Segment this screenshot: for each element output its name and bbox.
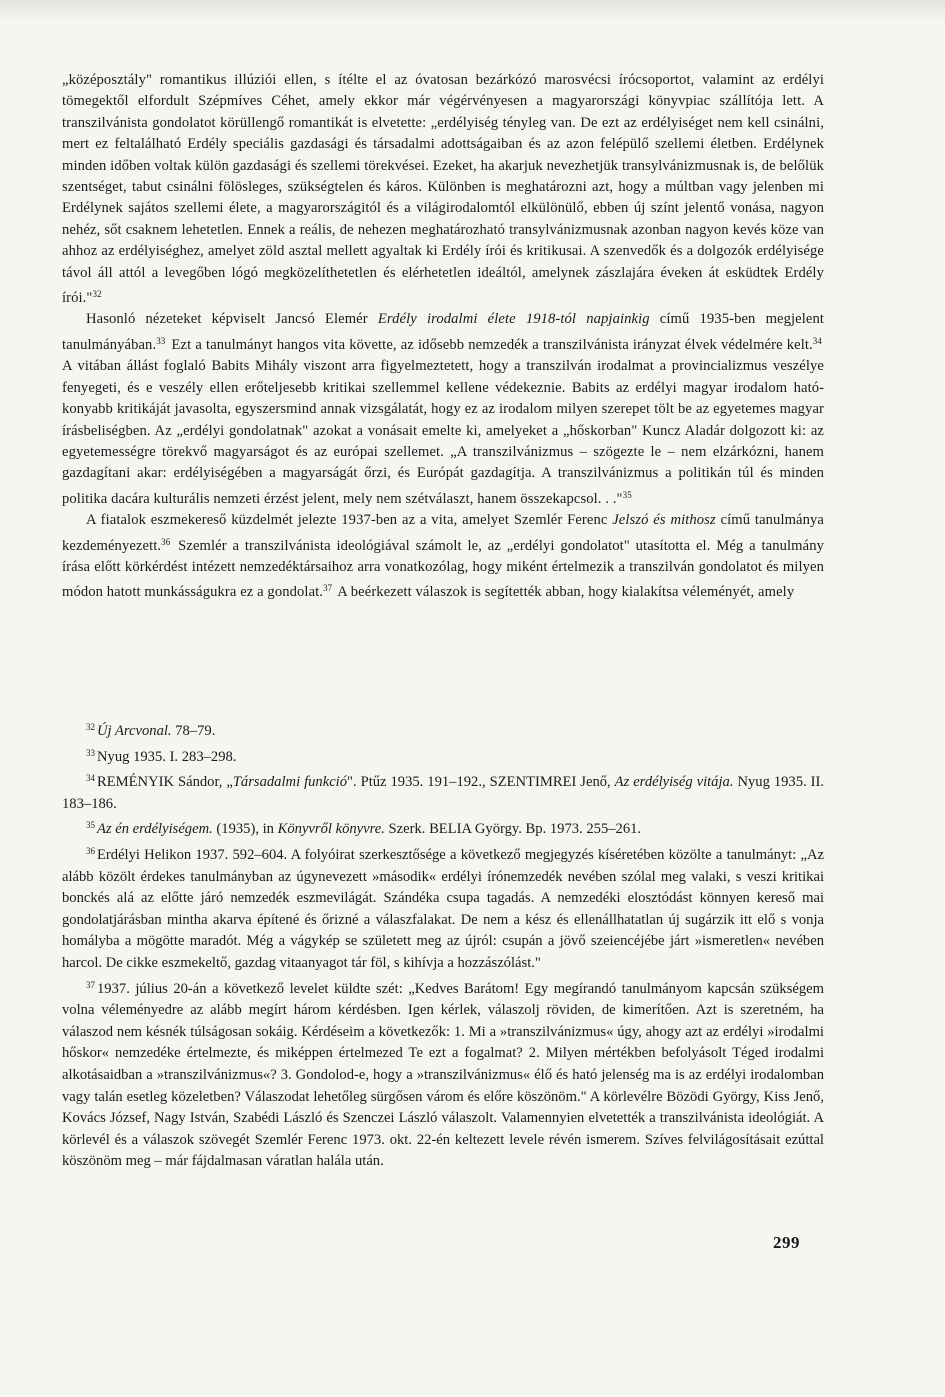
footnote-ref-37: 37 <box>323 583 333 594</box>
work-title: Jelszó és mithosz <box>612 512 716 529</box>
footnote-35: $^{35}$ Az én erdélyiségem. (1935), in Könyvről könyvre. Szerk. BELIA György. Bp. 1973. 255–261. <box>86 820 642 838</box>
footnote-ref-32: 32 <box>92 289 102 300</box>
paragraph-2: Hasonló nézeteket képviselt Jancsó Elemér Erdély irodalmi élete 1918-tól napjainkig című 1935-ben megjelent tanulmányában.$^{33}$ Ezt a tanulmányt hangos vita követte, az idősebb nemzedék a transzilvánista irányzat élvek védelmére kelt.$^{34}$ A vitában állást foglaló Babits Mihály viszont arra figyelmeztetett, hogy a transzilván irodalmat a provincializmus veszélye fenyegeti, és e veszély ellen erőteljesebb kritikai szellemmel kellene védekeznie. Babits az erdélyi magyar irodalom hatókonyabb kritikáját javasolta, egyszersmind annak vizsgálatát, hogy ez az irodalom milyen szerepet tölt be az egyetemes magyar írásbeliségben. Az „erdélyi gondolatnak" azokat a vonásait emelte ki, amelyeket a „hőskorban" Kuncz Aladár dolgozott ki: az egyetemességre törekvő magyarságot és az európai szellemet. „A transzilvánizmus – szögezte le – nem elzárkózni, hanem gazdagítani akar: erdélyiségében a magyarságát őrzi, és Európát gazdagítja. A transzilvánizmus a politikán túl és minden politika dacára kulturális nemzeti érzést jelent, mely nem szétválaszt, hanem összekapcsol. . ."$^{35}$ <box>62 311 825 507</box>
paragraph-1: „középosztály" romantikus illúziói ellen, s ítélte el az óvatosan bezárkózó marosvécsi írócsoportot, valamint az erdélyi tömegektől elfordult Szépmíves Céhet, amely ekkor már végérvényesen a magyarországi könyvpiac szállítója lett. A transzilvánista gondolatot körüllengő romantikát is elvetette: „erdélyiség tényleg van. De ezt az erdélyiséget nem kell csinálni, mert ez feltalálható Erdély speciális gazdasági és társadalmi adottságaiban és az azon felépülő szellemi életben. Erdélynek minden időben voltak külön gazdasági és szellemi törekvései. Ezeket, ha akarjuk nevezhetjük transylvánizmusnak is, de belőlük szentséget, tabut csinálni fölösleges, szükségtelen és káros. Különben is meghatározni azt, hogy a múltban vagy jelenben mi Erdélynek sajátos szellemi élete, a magyarországitól és a világirodalomtól elkülönülő, ebben új színt jelentő vonása, nagyon nehéz, sőt csaknem lehetetlen. Ennek a reális, de nehezen meghatározható transylvánizmusnak azonban nagyon kevés köze van ahhoz az erdélyiséghez, amelyet zöld asztal mellett agyaltak ki Erdély írói és kritikusai. A szenvedők és a dolgozók erdélyisége távol áll attól a levegőben lógó megközelíthetetlen és elérhetetlen ideáltól, amelynek zászlajára éveken át esküdtek Erdély írói."$^{32}$ <box>62 72 824 307</box>
footnote-36: $^{36}$ Erdélyi Helikon 1937. 592–604. A folyóirat szerkesztősége a következő megjegyzés kíséretében közölte a tanulmányt: „Az alább közölt érdekes tanulmányban az úgynevezett »második« erdélyi írónemzedék nevében szólal meg valaki, s veszi kritikai bonckés alá az előtte járó nemzedék eszmevilágát. Szándéka csupa tagadás. A nemzedéki elosztódást könnyen kereső mai gondolatjárásban mintha akarva építené és őrizné a válaszfalakat. De nem a kész és ellenállhatatlan új sugárzik itt elő s vonja homályba a mögötte maradót. Még a vágykép se született meg az újról: csupán a jövő szeiencéjébe járt »ismeretlen« nevében harcol. De cikke eszmekeltő, gazdag vitaanyagot tár föl, s kihívja a hozzászólást." <box>62 845 824 971</box>
work-title: Erdély irodalmi élete 1918-tól napjainkig <box>377 311 650 328</box>
footnote-34: $^{34}$ REMÉNYIK Sándor, „Társadalmi funkció". Ptűz 1935. 191–192., SZENTIMREI Jenő, Az erdélyiség vitája. Nyug 1935. II. 183–186. <box>62 773 824 812</box>
footnote-37: $^{37}$ 1937. július 20-án a következő levelet küldte szét: „Kedves Barátom! Egy megírandó tanulmányom kapcsán szükségem volna véleményedre az alább megírt három kérdésben. Igen kérlek, válaszolj röviden, de kimerítően. Azt is szeretném, ha válaszod nem késnék túlságosan sokáig. Kérdéseim a következők: 1. Mi a »transzilvánizmus« úgy, ahogy azt az erdélyi »irodalmi hőskor« nemzedéke értelmezte, és miképpen értelmezed Te ezt a fogalmat? 2. Milyen mértékben befolyásolt Téged irodalmi alkotásaidban a »transzilvánizmus«? 3. Gondolod-e, hogy a »transzilvánizmus« élő és ható jelenség ma is az erdélyi irodalomban vagy talán esetleg közeletben? Válaszodat lehetőleg sürgősen várom és előre köszönöm." A körlevélre Bözödi György, Kiss Jenő, Kovács József, Nagy István, Szabédi László és Szenczei László válaszolt. Valamennyien elvetették a transzilvánista ideológiát. A körlevél és a válaszok szövegét Szemlér Ferenc 1973. okt. 22-én keltezett levele révén ismerem. Szíves felvilágosításait ezúttal köszönöm meg – már fájdalmasan váratlan halála után. <box>62 979 824 1170</box>
footnote-ref-35: 35 <box>622 489 632 500</box>
footnote-ref-34: 34 <box>812 335 822 346</box>
scan-edge-shade <box>0 0 945 22</box>
paragraph-3: A fiatalok eszmekereső küzdelmét jelezte 1937-ben az a vita, amelyet Szemlér Ferenc Jelszó és mithosz című tanulmánya kezdeményezett.$^{36}$ Szemlér a transzilvánista ideológiával számolt le, az „erdélyi gondolatot" utasította el. Még a tanulmány írása előtt körkérdést intézett nemzedéktársaihoz arra vonatkozólag, hogy miként értelmezik a transzilván gondolatot és milyen módon hatott munkásságukra ez a gondolat.$^{37}$ A beérkezett válaszok is segítették abban, hogy kialakítsa véleményét, amely <box>62 512 824 601</box>
footnotes <box>62 717 824 1173</box>
footnote-ref-33: 33 <box>156 335 166 346</box>
page-number: 299 <box>773 1233 800 1252</box>
footnote-32: $^{32}$ Új Arcvonal. 78–79. <box>86 722 216 739</box>
footnote-ref-36: 36 <box>161 536 171 547</box>
footnote-33: $^{33}$ Nyug 1935. I. 283–298. <box>86 747 237 765</box>
main-text <box>62 70 824 604</box>
